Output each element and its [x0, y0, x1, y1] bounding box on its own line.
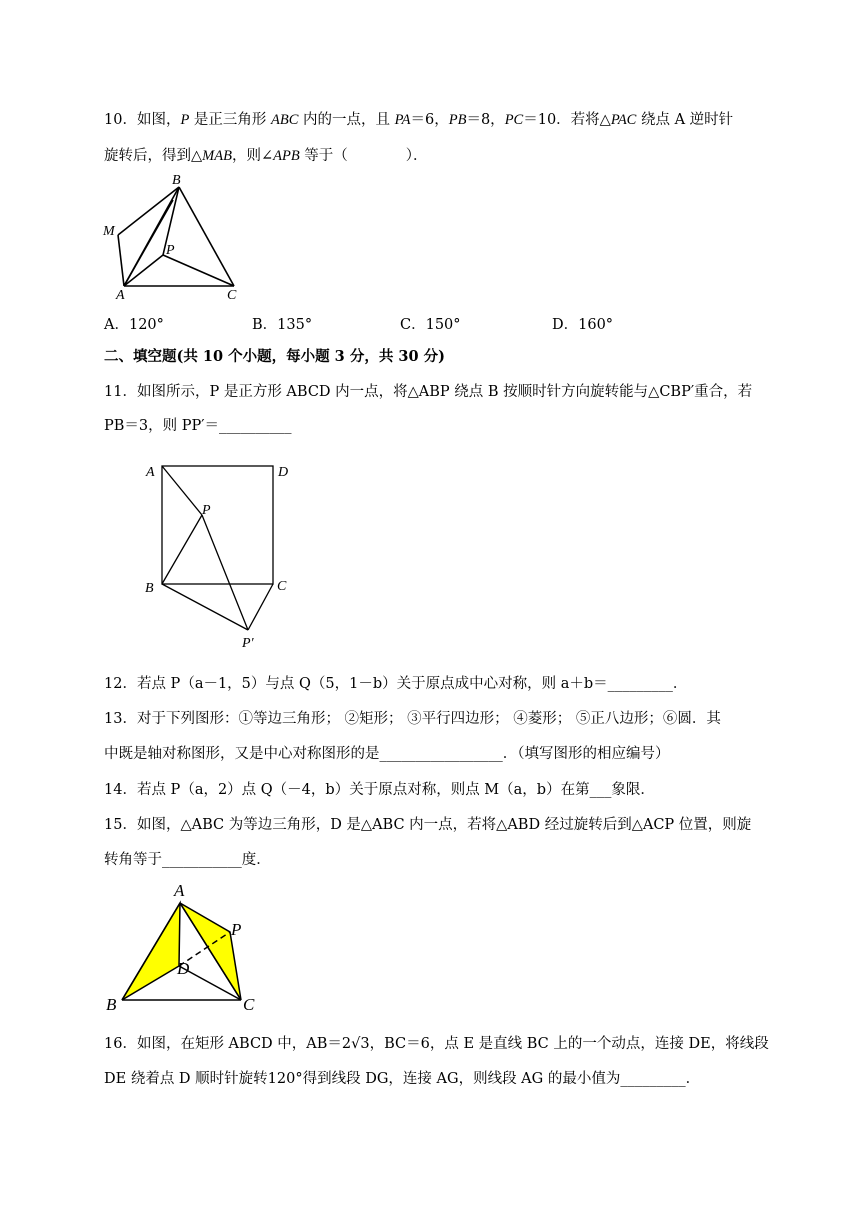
q11-line2: PB＝3，则 PP′＝__________ — [104, 418, 292, 434]
q11-label-d: D — [278, 465, 289, 480]
q11-figure — [140, 458, 300, 654]
q10-text-e: 旋转后，得到△ — [104, 148, 203, 164]
q10-option-b[interactable]: B．135° — [252, 317, 313, 333]
q10-edge-pa — [124, 255, 163, 286]
q10-text-b: 是正三角形 — [189, 112, 272, 128]
q11-edge-ppp — [202, 515, 248, 630]
q10-label-c: C — [227, 288, 237, 303]
q11-edge-pb — [162, 515, 202, 584]
q10-text-g: 等于（ ）． — [299, 148, 428, 164]
section-title: 二、填空题(共 10 个小题，每小题 3 分，共 30 分) — [104, 348, 445, 365]
q10-eq10: ＝10．若将△ — [523, 112, 611, 128]
q10-label-m: M — [103, 224, 115, 239]
q10-option-d[interactable]: D．160° — [552, 317, 614, 333]
q11-edge-bpp — [162, 584, 248, 630]
q10-label-b: B — [172, 173, 181, 188]
q13-line2: 中既是轴对称图形，又是中心对称图形的是_________________．（填写图形的相应编号） — [104, 746, 670, 762]
q11-label-p: P — [202, 503, 211, 518]
q11-line1: 11．如图所示，P 是正方形 ABCD 内一点，将△ABP 绕点 B 按顺时针方向旋转能与△CBP′重合，若 — [104, 384, 753, 400]
q11-square — [162, 466, 273, 584]
q11-edge-cpp — [248, 584, 273, 630]
q10-eq6: ＝6， — [410, 112, 449, 128]
q10-var-mab: MAB — [202, 148, 232, 164]
q12-line1: 12．若点 P（a－1，5）与点 Q（5，1－b）关于原点成中心对称，则 a＋b＝_________． — [104, 676, 688, 692]
q10-eq8: ＝8， — [466, 112, 505, 128]
q10-label-p: P — [166, 243, 175, 258]
q10-var-pb: PB — [448, 112, 467, 128]
q10-figure — [100, 172, 250, 304]
q10-var-pa: PA — [394, 112, 411, 128]
q11-label-b: B — [145, 581, 154, 596]
q10-line2 — [104, 146, 428, 166]
q11-edge-ap — [162, 466, 202, 515]
q10-var-pac: PAC — [610, 112, 637, 128]
q10-text-f: ，则∠ — [231, 148, 274, 164]
q10-var-abc: ABC — [271, 112, 299, 128]
q10-var-pc: PC — [504, 112, 524, 128]
q10-edge-pc — [163, 255, 234, 286]
q16-line1: 16．如图，在矩形 ABCD 中，AB＝2√3，BC＝6，点 E 是直线 BC 上的一个动点，连接 DE，将线段 — [104, 1036, 769, 1052]
q10-text-a: 10．如图， — [104, 112, 181, 128]
q11-label-a: A — [146, 465, 155, 480]
q15-label-a: A — [174, 881, 185, 900]
q11-label-pprime: P′ — [242, 636, 254, 651]
q15-label-b: B — [106, 995, 117, 1014]
q10-var-p: P — [180, 112, 190, 128]
q15-line1: 15．如图，△ABC 为等边三角形，D 是△ABC 内一点，若将△ABD 经过旋转后到△ACP 位置，则旋 — [104, 817, 752, 833]
q15-line2: 转角等于___________度． — [104, 852, 271, 868]
q10-text-d: 绕点 A 逆时针 — [636, 112, 734, 128]
q15-label-d: D — [177, 959, 190, 978]
q15-label-c: C — [243, 995, 255, 1014]
q10-label-a: A — [116, 288, 125, 303]
q16-line2: DE 绕着点 D 顺时针旋转120°得到线段 DG，连接 AG，则线段 AG 的最小值为_________． — [104, 1071, 701, 1087]
q14-line1: 14．若点 P（a，2）点 Q（－4，b）关于原点对称，则点 M（a，b）在第___象限． — [104, 782, 655, 798]
q10-edge-bc — [179, 187, 234, 286]
q11-label-c: C — [277, 579, 287, 594]
q10-line1 — [104, 110, 733, 130]
q10-options — [104, 313, 664, 333]
q10-edge-ma — [118, 235, 124, 286]
q10-text-c: 内的一点，且 — [298, 112, 395, 128]
q10-option-a[interactable]: A．120° — [104, 317, 164, 333]
q13-line1: 13．对于下列图形：①等边三角形； ②矩形； ③平行四边形； ④菱形； ⑤正八边形；⑥圆．其 — [104, 711, 721, 727]
q10-option-c[interactable]: C．150° — [400, 317, 461, 333]
q10-var-apb: APB — [273, 148, 300, 164]
q15-figure — [100, 876, 270, 1014]
q15-label-p: P — [231, 920, 242, 939]
